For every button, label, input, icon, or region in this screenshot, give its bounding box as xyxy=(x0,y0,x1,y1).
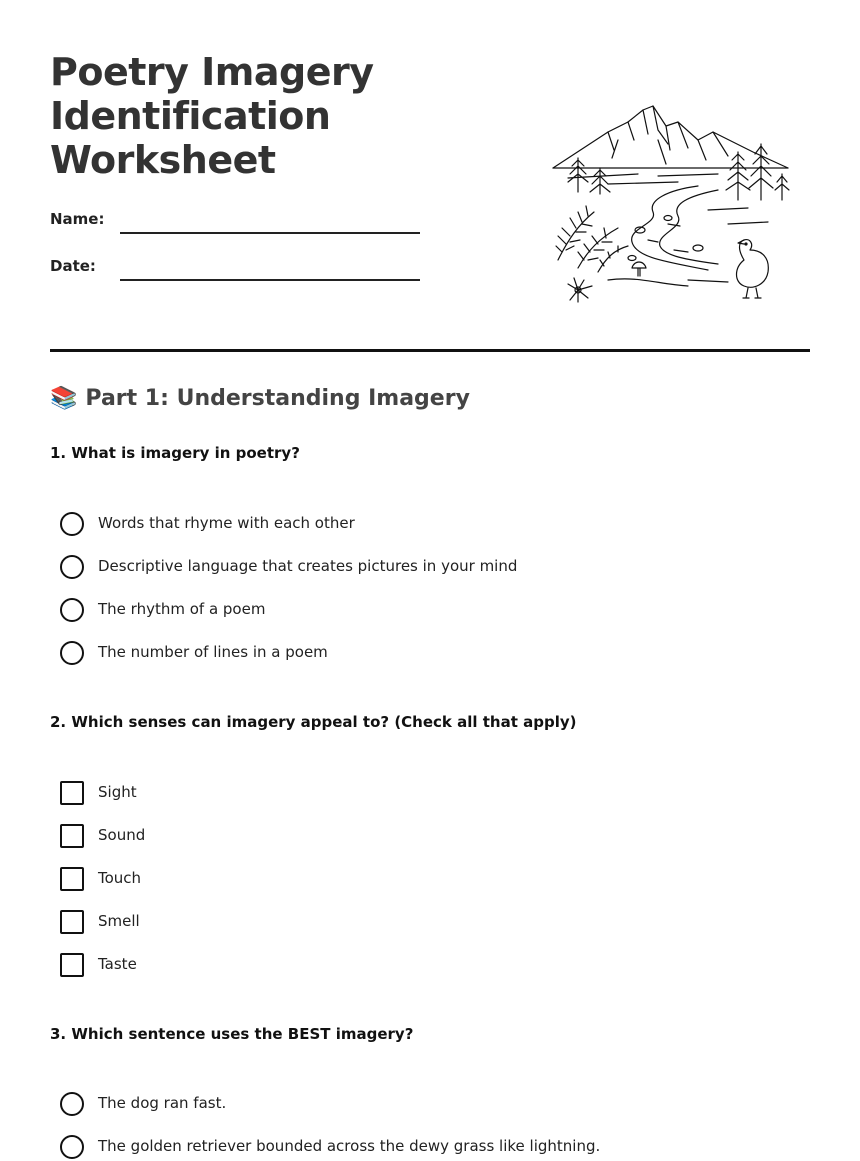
question-2-prompt: 2. Which senses can imagery appeal to? (Check all that apply) xyxy=(50,713,577,731)
name-line[interactable] xyxy=(120,232,420,234)
radio-button[interactable] xyxy=(60,512,84,536)
part-1-heading xyxy=(50,386,470,411)
checkbox[interactable] xyxy=(60,910,84,934)
checkbox[interactable] xyxy=(60,867,84,891)
checkbox[interactable] xyxy=(60,953,84,977)
radio-button[interactable] xyxy=(60,1092,84,1116)
header-divider xyxy=(50,349,810,352)
title-line-3: Worksheet xyxy=(50,138,276,182)
option-label: The number of lines in a poem xyxy=(98,643,328,661)
radio-button[interactable] xyxy=(60,641,84,665)
option-label: The rhythm of a poem xyxy=(98,600,266,618)
option-label: Sound xyxy=(98,826,146,844)
mountain-river-landscape-icon xyxy=(548,100,792,310)
option-label: Smell xyxy=(98,912,140,930)
name-label: Name: xyxy=(50,210,105,228)
checkbox[interactable] xyxy=(60,781,84,805)
name-field[interactable] xyxy=(50,210,430,234)
option-label: Descriptive language that creates pictures in your mind xyxy=(98,557,518,575)
books-icon: 📚 xyxy=(50,386,78,411)
option-label: Sight xyxy=(98,783,137,801)
date-field[interactable] xyxy=(50,257,430,281)
question-1-prompt: 1. What is imagery in poetry? xyxy=(50,444,300,462)
radio-button[interactable] xyxy=(60,598,84,622)
date-label: Date: xyxy=(50,257,96,275)
worksheet-title xyxy=(50,50,490,182)
question-3-prompt: 3. Which sentence uses the BEST imagery? xyxy=(50,1025,414,1043)
option-label: Touch xyxy=(98,869,142,887)
title-line-1: Poetry Imagery xyxy=(50,50,374,94)
option-label: The golden retriever bounded across the dewy grass like lightning. xyxy=(98,1137,601,1155)
radio-button[interactable] xyxy=(60,1135,84,1159)
option-label: Words that rhyme with each other xyxy=(98,514,355,532)
option-label: The dog ran fast. xyxy=(98,1094,227,1112)
radio-button[interactable] xyxy=(60,555,84,579)
checkbox[interactable] xyxy=(60,824,84,848)
part-1-heading-text: Part 1: Understanding Imagery xyxy=(85,386,470,411)
date-line[interactable] xyxy=(120,279,420,281)
title-line-2: Identification xyxy=(50,94,331,138)
option-label: Taste xyxy=(98,955,137,973)
